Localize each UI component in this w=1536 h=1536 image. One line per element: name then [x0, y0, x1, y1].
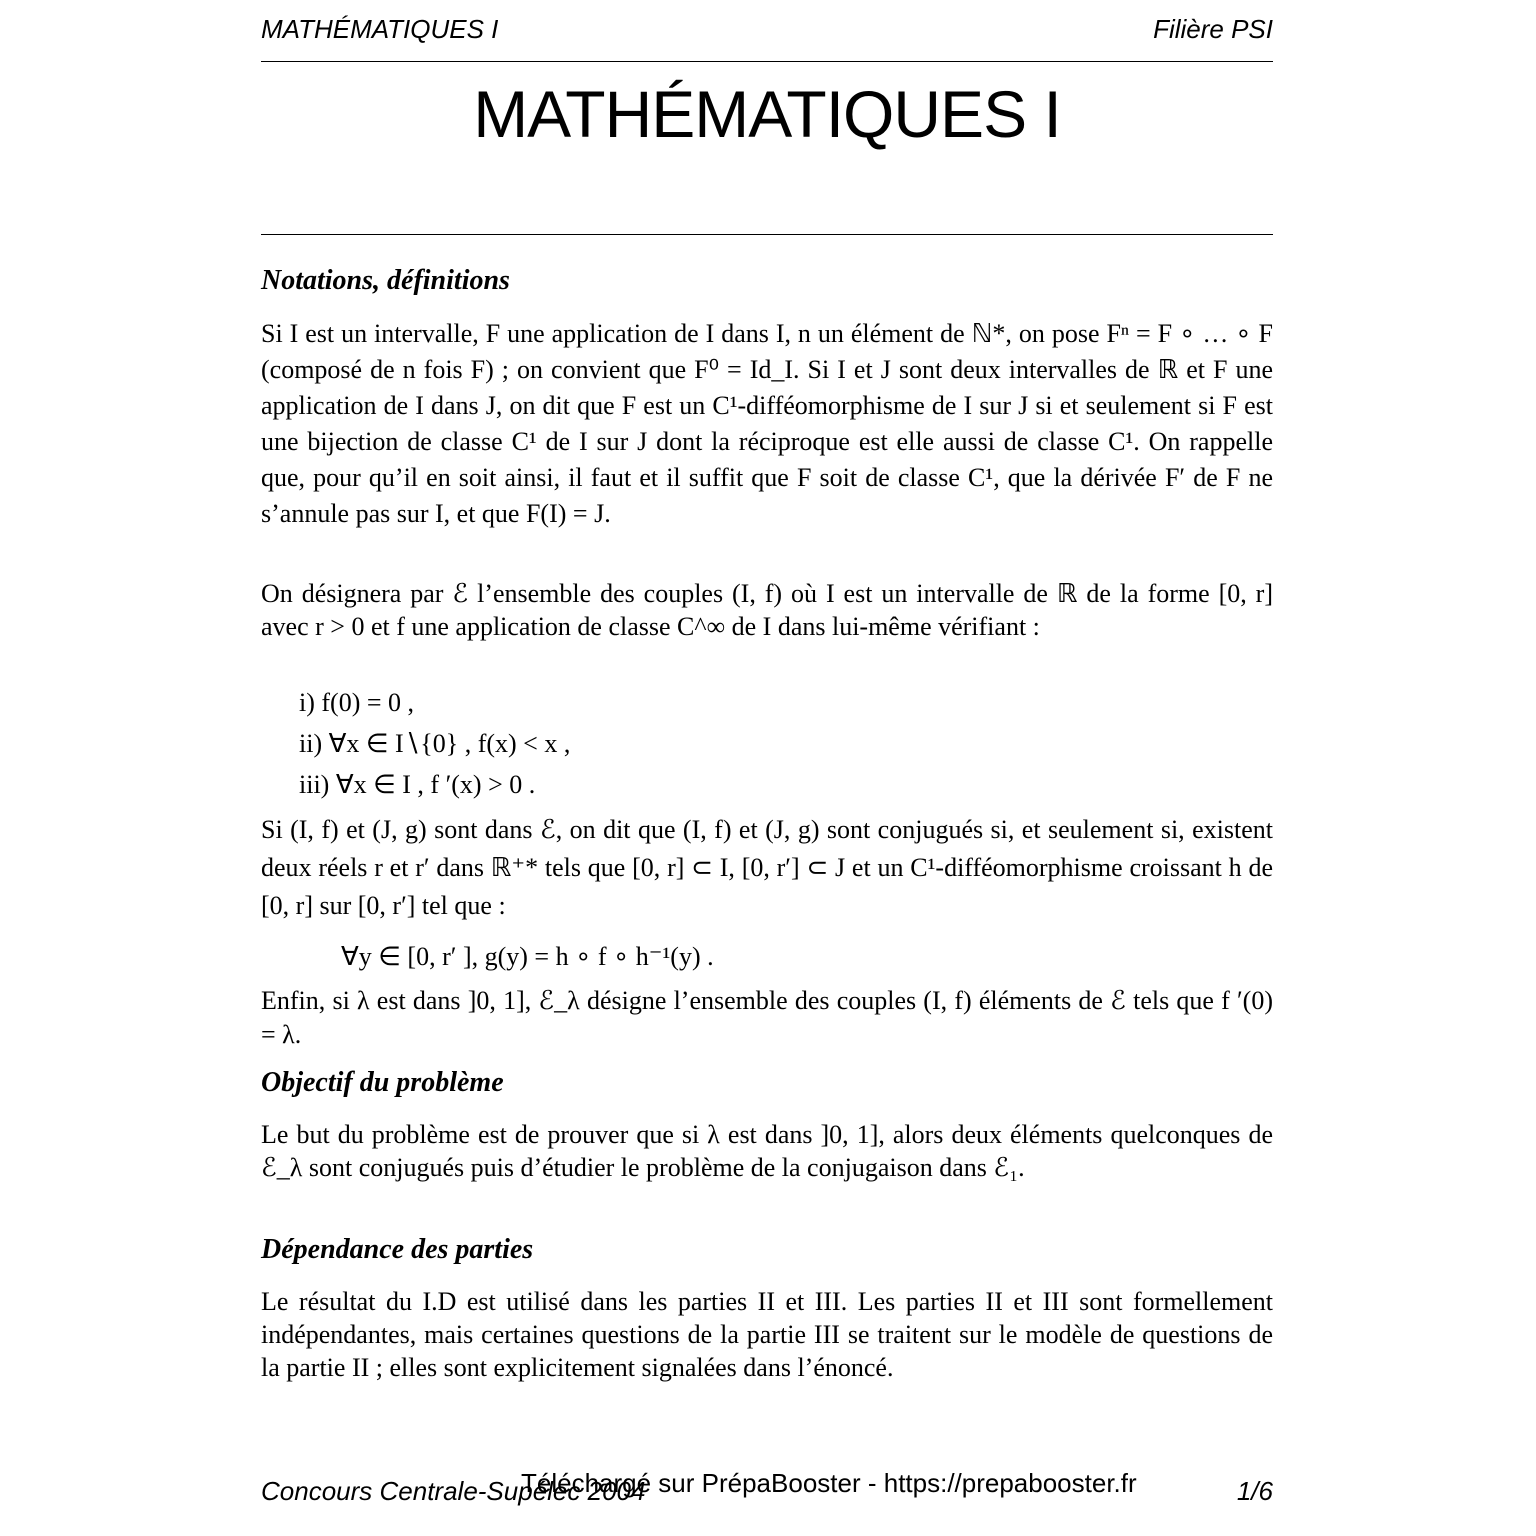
header-rule: [261, 61, 1273, 62]
paragraph-text: On désignera par ℰ l’ensemble des couples (I, f) où I est un intervalle de ℝ de la forme [0, r] avec r > 0 et f une application de classe C^∞ de I dans lui-même vérifiant :: [261, 579, 1273, 641]
paragraph-e-lambda: [261, 984, 1273, 1052]
running-header: [261, 14, 1273, 48]
paragraph-text: Si (I, f) et (J, g) sont dans ℰ, on dit que (I, f) et (J, g) sont conjugués si, et seulement si, existent deux réels r et r′ dans ℝ⁺* tels que [0, r] ⊂ I, [0, r′] ⊂ J et un C¹-difféomorphisme croissant h de [0, r] sur [0, r′] tel que :: [261, 815, 1273, 920]
section-heading-dependance: Dépendance des parties: [261, 1234, 534, 1265]
page-footer: [261, 1468, 1273, 1512]
page-title: MATHÉMATIQUES I: [473, 77, 1061, 151]
title-rule: [261, 234, 1273, 235]
paragraph-text: Le but du problème est de prouver que si λ est dans ]0, 1], alors deux éléments quelconques de ℰ_λ sont conjugués puis d’étudier le problème de la conjugaison dans ℰ₁.: [261, 1120, 1273, 1182]
paragraph-objectif: [261, 1118, 1273, 1184]
page-number: 1/6: [1236, 1476, 1273, 1506]
paragraph-text: Le résultat du I.D est utilisé dans les parties II et III. Les parties II et III sont formellement indépendantes, mais certaines questions de la partie III se traitent sur le modèle de questions de la partie II ; elles sont explicitement signalées dans l’énoncé.: [261, 1287, 1273, 1382]
header-right: Filière PSI: [1153, 14, 1273, 44]
paragraph-set-e: [261, 577, 1273, 643]
paragraph-conjugates: [261, 811, 1273, 925]
condition-iii: iii) ∀x ∈ I , f ′(x) > 0 .: [299, 770, 536, 799]
condition-i: i) f(0) = 0 ,: [299, 688, 415, 717]
paragraph-definitions: [261, 316, 1273, 532]
section-heading-objectif: Objectif du problème: [261, 1067, 504, 1098]
section-heading-notations: Notations, définitions: [261, 265, 510, 296]
condition-ii: ii) ∀x ∈ I∖{0} , f(x) < x ,: [299, 729, 571, 758]
conjugation-formula: ∀y ∈ [0, r′ ], g(y) = h ∘ f ∘ h⁻¹(y) .: [341, 942, 714, 971]
header-left: MATHÉMATIQUES I: [261, 14, 499, 44]
footer-watermark-link[interactable]: Téléchargé sur PrépaBooster - https://prepabooster.fr: [521, 1468, 1137, 1498]
footer-left: Concours Centrale-Supélec 2004: [261, 1476, 646, 1506]
paragraph-text: Si I est un intervalle, F une application de I dans I, n un élément de ℕ*, on pose Fⁿ = F ∘ … ∘ F (composé de n fois F) ; on convient que F⁰ = Id_I. Si I et J sont deux intervalles de ℝ et F une application de I dans J, on dit que F est un C¹-difféomorphisme de I sur J si et seulement si F est une bijection de classe C¹ de I sur J dont la réciproque est elle aussi de classe C¹. On rappelle que, pour qu’il en soit ainsi, il faut et il suffit que F soit de classe C¹, que la dérivée F′ de F ne s’annule pas sur I, et que F(I) = J.: [261, 319, 1273, 528]
paragraph-dependance: [261, 1285, 1273, 1384]
paragraph-text: Enfin, si λ est dans ]0, 1], ℰ_λ désigne l’ensemble des couples (I, f) éléments de ℰ tels que f ′(0) = λ.: [261, 986, 1273, 1049]
